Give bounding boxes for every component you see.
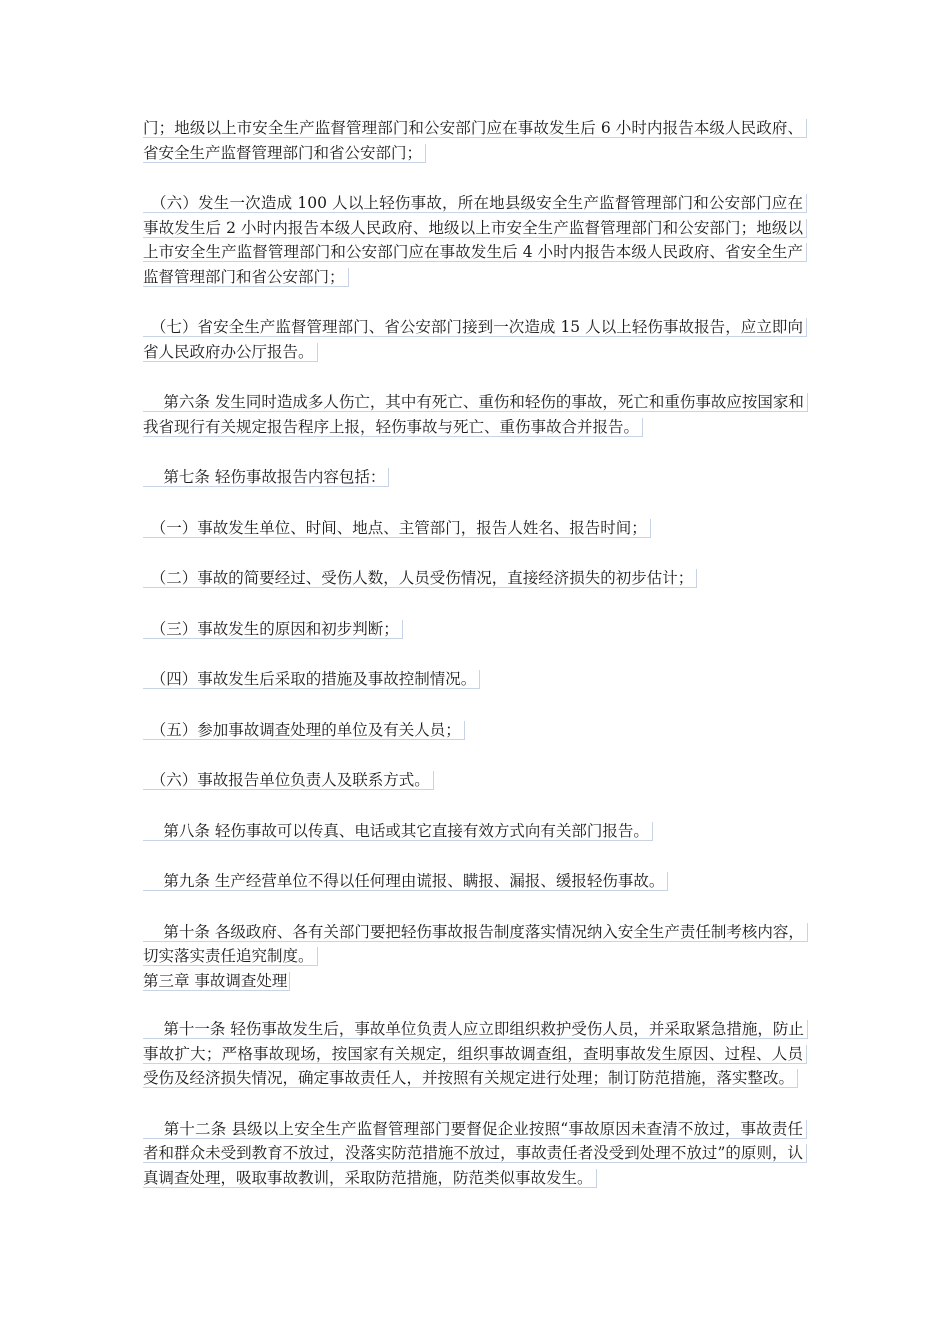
article-7-item-5: （五）参加事故调查处理的单位及有关人员； [143, 718, 807, 743]
paragraph-5-7: （七）省安全生产监督管理部门、省公安部门接到一次造成 15 人以上轻伤事故报告，应立即向省人民政府办公厅报告。 [143, 315, 807, 364]
article-9: 第九条 生产经营单位不得以任何理由谎报、瞒报、漏报、缓报轻伤事故。 [143, 869, 807, 894]
article-7-item-2: （二）事故的简要经过、受伤人数，人员受伤情况，直接经济损失的初步估计； [143, 566, 807, 591]
article-7: 第七条 轻伤事故报告内容包括： [143, 465, 807, 490]
paragraph-5-6: （六）发生一次造成 100 人以上轻伤事故，所在地县级安全生产监督管理部门和公安部门应在事故发生后 2 小时内报告本级人民政府、地级以上市安全生产监督管理部门和公安部门；地级以上市安全生产监督管理部门和公安部门应在事故发生后 4 小时内报告本级人民政府、省安全生产监督管理部门和省公安部门； [143, 191, 807, 289]
article-11: 第十一条 轻伤事故发生后，事故单位负责人应立即组织救护受伤人员，并采取紧急措施，防止事故扩大；严格事故现场，按国家有关规定，组织事故调查组，查明事故发生原因、过程、人员受伤及经济损失情况，确定事故责任人，并按照有关规定进行处理；制订防范措施，落实整改。 [143, 1017, 807, 1091]
article-7-item-4: （四）事故发生后采取的措施及事故控制情况。 [143, 667, 807, 692]
article-8: 第八条 轻伤事故可以传真、电话或其它直接有效方式向有关部门报告。 [143, 819, 807, 844]
article-7-item-1: （一）事故发生单位、时间、地点、主管部门，报告人姓名、报告时间； [143, 516, 807, 541]
chapter-heading: 第三章 事故调查处理 [143, 969, 807, 994]
paragraph-5-5-tail: 门；地级以上市安全生产监督管理部门和公安部门应在事故发生后 6 小时内报告本级人民政府、省安全生产监督管理部门和省公安部门； [143, 116, 807, 165]
article-7-item-6: （六）事故报告单位负责人及联系方式。 [143, 768, 807, 793]
article-12: 第十二条 县级以上安全生产监督管理部门要督促企业按照“事故原因未查清不放过，事故责任者和群众未受到教育不放过，没落实防范措施不放过，事故责任者没受到处理不放过”的原则，认真调查处理，吸取事故教训，采取防范措施，防范类似事故发生。 [143, 1117, 807, 1191]
article-10: 第十条 各级政府、各有关部门要把轻伤事故报告制度落实情况纳入安全生产责任制考核内容，切实落实责任追究制度。 [143, 920, 807, 969]
document-body [143, 116, 807, 1216]
article-7-item-3: （三）事故发生的原因和初步判断； [143, 617, 807, 642]
article-6: 第六条 发生同时造成多人伤亡，其中有死亡、重伤和轻伤的事故，死亡和重伤事故应按国家和我省现行有关规定报告程序上报，轻伤事故与死亡、重伤事故合并报告。 [143, 390, 807, 439]
